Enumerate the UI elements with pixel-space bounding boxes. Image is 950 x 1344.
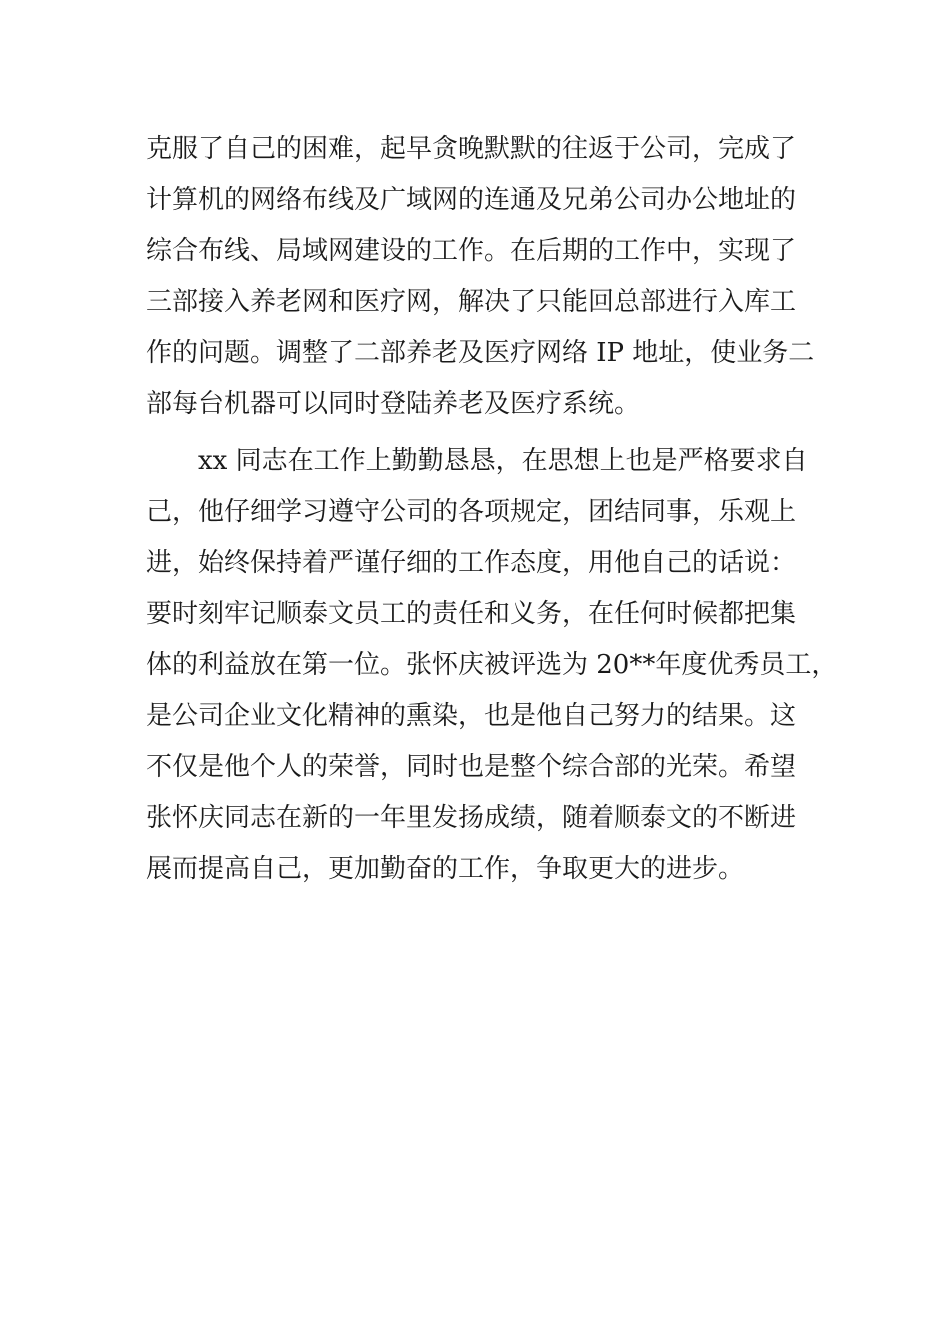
document-body: [146, 124, 846, 895]
text-line: 部每台机器可以同时登陆养老及医疗系统。: [146, 389, 641, 419]
text-line: 体的利益放在第一位。张怀庆被评选为 20**年度优秀员工，: [146, 650, 838, 680]
paragraph-2: [146, 436, 846, 895]
text-line: 进，始终保持着严谨仔细的工作态度，用他自己的话说：: [146, 548, 797, 578]
text-line: 要时刻牢记顺泰文员工的责任和义务，在任何时候都把集: [146, 599, 797, 629]
text-line: 计算机的网络布线及广域网的连通及兄弟公司办公地址的: [146, 185, 797, 215]
text-line-indented: xx 同志在工作上勤勤恳恳，在思想上也是严格要求自: [198, 446, 808, 476]
text-line: 己，他仔细学习遵守公司的各项规定，团结同事，乐观上: [146, 497, 797, 527]
text-line: 克服了自己的困难，起早贪晚默默的往返于公司，完成了: [146, 134, 797, 164]
text-line: 是公司企业文化精神的熏染，也是他自己努力的结果。这: [146, 701, 797, 731]
text-line: 综合布线、局域网建设的工作。在后期的工作中，实现了: [146, 236, 797, 266]
text-line: 张怀庆同志在新的一年里发扬成绩，随着顺泰文的不断进: [146, 803, 797, 833]
text-line: 不仅是他个人的荣誉，同时也是整个综合部的光荣。希望: [146, 752, 797, 782]
text-line: 三部接入养老网和医疗网，解决了只能回总部进行入库工: [146, 287, 797, 317]
text-line: 展而提高自己，更加勤奋的工作，争取更大的进步。: [146, 854, 745, 884]
paragraph-1: [146, 124, 846, 430]
text-line: 作的问题。调整了二部养老及医疗网络 IP 地址，使业务二: [146, 338, 815, 368]
